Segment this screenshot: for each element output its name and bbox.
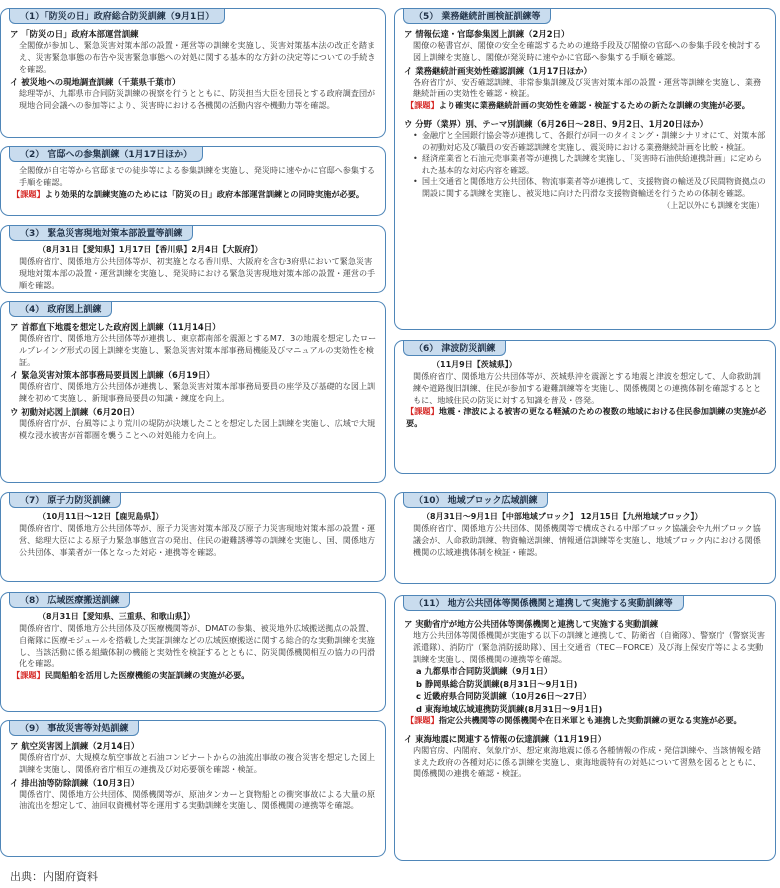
section-7-date: （10月11日～12日【鹿児島県】） bbox=[38, 512, 164, 521]
section-3-text: 関係府省庁、関係地方公共団体等が、初実施となる香川県、大阪府を含む3府県において緊急災害現地対策本部の設置・運営訓練を実施し、発災時における緊急災害現地対策本部の設置・運営の手順を確認。 bbox=[19, 256, 376, 290]
section-11-issue-text: 指定公共機関等の関係機関や在日米軍とも連携した実動訓練の更なる実施が必要。 bbox=[438, 715, 742, 726]
section-4-i-heading: イ 緊急災害対策本部事務局要員図上訓練（6月19日） bbox=[10, 370, 215, 381]
section-5-title: （5） 業務継続計画検証訓練等 bbox=[403, 8, 551, 24]
section-10-date: （8月31日～9月1日【中部地域ブロック】 12月15日【九州地域ブロック】） bbox=[422, 512, 703, 521]
section-8-issue bbox=[10, 670, 378, 682]
section-9-title: （9） 事故災害等対処訓練 bbox=[9, 720, 139, 736]
section-7-title: （7） 原子力防災訓練 bbox=[9, 492, 121, 508]
section-11-a-text: 地方公共団体等関係機関が実施する以下の訓練と連携して、防衛省（自衛隊）、警察庁（警察災害派遣隊）、消防庁（緊急消防援助隊）、国土交通省（TEC－FORCE）及び海上保安庁等による実動訓練を実施し、関係機関の連携等を確認。 bbox=[413, 630, 765, 664]
issue-tag: 【課題】 bbox=[406, 406, 439, 417]
section-6-issue-text: 地震・津波による被害の更なる軽減のための複数の地域における住民参加訓練の実施が必要。 bbox=[406, 406, 767, 429]
section-1-a-text: 全閣僚が参加し、緊急災害対策本部の設置・運営等の訓練を実施し、災害対策基本法の改正を踏まえ、災害緊急事態の布告や災害緊急事態への対処に関する基本的な方針の決定等についての手続きを確認。 bbox=[19, 40, 376, 74]
section-10-title: （10） 地域ブロック広域訓練 bbox=[403, 492, 548, 508]
section-11-box bbox=[394, 595, 776, 861]
section-9-a-heading: ア 航空災害図上訓練（2月14日） bbox=[10, 741, 140, 751]
section-8-issue-text: 民間船舶を活用した医療機能の実証訓練の実施が必要。 bbox=[44, 670, 250, 681]
section-11-item: b 静岡県総合防災訓練(8月31日～9月1日) bbox=[416, 678, 578, 689]
section-5-issue bbox=[404, 100, 768, 112]
section-4-a-text: 関係府省庁、関係地方公共団体等が連携し、東京都南部を震源とするM7．3の地震を想定したロールプレイング形式の図上訓練を実施し、緊急災害対策本部事務局機能及びマニュアルの実効性を検証。 bbox=[19, 333, 377, 367]
section-9-i-text: 関係省庁、関係地方公共団体、関係機関等が、原油タンカーと貨物船との衝突事故による大量の原油流出を想定して、油回収資機材等を運用する実動訓練を実施し、関係機関の連携等を確認。 bbox=[19, 788, 376, 811]
section-2-title: （2） 官邸への参集訓練（1月17日ほか） bbox=[9, 146, 203, 162]
section-5-issue-text: より確実に業務継続計画の実効性を確認・検証するための新たな訓練の実施が必要。 bbox=[438, 100, 750, 111]
section-5-a-heading: ア 情報伝達・官邸参集図上訓練（2月2日） bbox=[404, 29, 570, 39]
section-8-box bbox=[0, 592, 386, 712]
section-11-i-text: 内閣官房、内閣府、気象庁が、想定東海地震に係る各種情報の作成・発信訓練や、当該情報を踏まえた政府の各種対応に係る訓練を実施し、東海地震特有の対処について習熟を図るとともに、関係機関の連携を確認・検証。 bbox=[413, 744, 761, 779]
issue-tag: 【課題】 bbox=[406, 100, 439, 111]
section-5-bullet: • 経済産業省と石油元売事業者等が連携した訓練を実施し、「災害時石油供給連携計画」に定められた基本的な対応内容を確認。 bbox=[404, 153, 768, 176]
section-1-box bbox=[0, 8, 386, 138]
section-5-u-heading: ウ 分野（業界）別、テーマ別訓練（6月26日～28日、9月2日、1月20日ほか） bbox=[404, 118, 709, 129]
section-3-box bbox=[0, 225, 386, 293]
section-11-a-heading: ア 実動省庁が地方公共団体等関係機関と連携して実施する実動訓練 bbox=[404, 619, 659, 629]
section-3-date: （8月31日【愛知県】1月17日【香川県】2月4日【大阪府】） bbox=[38, 245, 263, 254]
section-1-i-text: 総理等が、九都県市合同防災訓練の視察を行うとともに、防災担当大臣を団長とする政府調査団が現地合同会議への参加等により、災害時における各機関の活動内容や機動力等を確認。 bbox=[19, 88, 376, 111]
section-5-a-text: 閣僚の秘書官が、閣僚の安全を確認するための連絡手段及び閣僚の官邸への参集手段を検討する図上訓練を実施し、閣僚が発災時に速やかに官邸へ参集する手順を確認。 bbox=[413, 40, 762, 62]
section-9-i-heading: イ 排出油等防除訓練（10月3日） bbox=[10, 777, 140, 788]
section-8-text: 関係府省庁、関係地方公共団体及び医療機関等が、DMATの参集、被災地外広域搬送拠点の設置、自衛隊に医療モジュールを搭載した実証訓練などの広域医療搬送に関する総合的な実動訓練を実施し、当該活動に係る組織体制の機能と実効性を検証するとともに、防災関係機関相互の協力の円滑化を確認。 bbox=[19, 623, 376, 669]
section-4-box bbox=[0, 301, 386, 483]
section-3-title: （3） 緊急災害現地対策本部設置等訓練 bbox=[9, 225, 193, 241]
section-5-i-text: 各府省庁が、安否確認訓練、非常参集訓練及び災害対策本部の設置・運営等訓練を実施し、業務継続計画の実効性を確認・検証。 bbox=[413, 76, 762, 99]
section-2-issue bbox=[10, 189, 378, 201]
section-5-note: （上記以外にも訓練を実施） bbox=[662, 200, 764, 210]
section-5-box bbox=[394, 8, 776, 330]
issue-tag: 【課題】 bbox=[12, 670, 45, 681]
section-6-issue bbox=[404, 406, 768, 430]
issue-tag: 【課題】 bbox=[406, 715, 439, 726]
section-8-title: （8） 広域医療搬送訓練 bbox=[9, 592, 130, 608]
section-4-u-heading: ウ 初動対応図上訓練（6月20日） bbox=[10, 406, 140, 417]
section-5-bullet: • 国土交通省と関係地方公共団体、物流事業者等が連携して、支援物資の輸送及び民間物資拠点の開設に関する訓練を実施し、被災地に向けた円滑な支援物資輸送を行うための体制を確認。 bbox=[404, 176, 768, 199]
section-5-bullet: • 金融庁と全国銀行協会等が連携して、各銀行が同一のタイミング・訓練シナリオにて、対策本部の初動対応及び職員の安否確認訓練を実施し、震災時における業務継続計画を比較・検証。 bbox=[404, 130, 768, 153]
section-1-a-heading: ア 「防災の日」政府本部運営訓練 bbox=[10, 29, 139, 39]
section-8-date: （8月31日【愛知県、三重県、和歌山県】） bbox=[38, 612, 195, 621]
section-7-text: 関係府省庁、関係地方公共団体等が、原子力災害対策本部及び原子力災害現地対策本部の設置・運営、総理大臣による原子力緊急事態宣言の発出、住民の避難誘導等の訓練を実施し、国、関係地方公共団体、事業者が一体となった対応・連携等を確認。 bbox=[19, 523, 376, 557]
section-7-box bbox=[0, 492, 386, 582]
section-4-title: （4） 政府図上訓練 bbox=[9, 301, 112, 317]
issue-tag: 【課題】 bbox=[12, 188, 45, 199]
section-6-date: （11月9日【茨城県】） bbox=[432, 360, 517, 369]
section-11-i-heading: イ 東海地震に関連する情報の伝達訓練（11月19日） bbox=[404, 733, 607, 744]
section-4-a-heading: ア 首都直下地震を想定した政府図上訓練（11月14日） bbox=[10, 322, 221, 332]
section-5-i-heading: イ 業務継続計画実効性確認訓練（1月17日ほか） bbox=[404, 65, 592, 76]
section-1-i-heading: イ 被災地への現地調査訓練（千葉県千葉市） bbox=[10, 77, 181, 88]
section-11-item: d 東海地域広域連携防災訓練(8月31日～9月1日) bbox=[416, 703, 603, 714]
section-11-issue bbox=[404, 715, 768, 727]
section-1-title: （1）「防災の日」政府総合防災訓練（9月1日） bbox=[9, 8, 225, 24]
section-4-i-text: 関係府省庁、関係地方公共団体が連携し、緊急災害対策本部事務局要員の座学及び基礎的な図上訓練を初めて実施し、新規事務局要員の知識・練度を向上。 bbox=[19, 381, 376, 404]
section-10-text: 関係府省庁、関係地方公共団体、関係機関等で構成される中部ブロック協議会や九州ブロック協議会が、人命救助訓練、物資輸送訓練、情報通信訓練等を実施し、地域ブロック内における関係機関の広域連携体制を検証・確認。 bbox=[413, 523, 761, 557]
section-2-box bbox=[0, 146, 386, 216]
source-caption: 出典：内閣府資料 bbox=[10, 870, 98, 883]
section-6-box bbox=[394, 340, 776, 474]
section-10-box bbox=[394, 492, 776, 584]
section-6-title: （6） 津波防災訓練 bbox=[403, 340, 506, 356]
section-11-item: a 九都県市合同防災訓練（9月1日） bbox=[416, 666, 553, 677]
section-4-u-text: 関係府省庁が、台風等により荒川の堤防が決壊したことを想定した図上訓練を実施し、広域で大規模な浸水被害が首都圏を襲うことへの対処能力を向上。 bbox=[19, 417, 376, 440]
section-6-text: 関係府省庁、関係地方公共団体等が、茨城県沖を震源とする地震と津波を想定して、人命救助訓練や道路復旧訓練、住民が参加する避難訓練等を実施し、関係機関との連携体制を確認するとともに、地域住民の防災に対する知識を普及・啓発。 bbox=[413, 371, 762, 405]
section-9-box bbox=[0, 720, 386, 857]
section-2-issue-text: より効果的な訓練実施のためには「防災の日」政府本部運営訓練との同時実施が必要。 bbox=[44, 188, 365, 199]
section-9-a-text: 関係府省庁が、大規模な航空事故と石油コンビナートからの油流出事故の複合災害を想定した図上訓練を実施し、関係府省庁相互の連携及び対応要領を確認・検証。 bbox=[19, 752, 376, 774]
section-11-title: （11） 地方公共団体等関係機関と連携して実施する実動訓練等 bbox=[403, 595, 684, 611]
section-2-text: 全閣僚が自宅等から官邸までの徒歩等による参集訓練を実施し、発災時に速やかに官邸へ参集する手順を確認。 bbox=[19, 165, 376, 187]
section-11-item: c 近畿府県合同防災訓練（10月26日～27日） bbox=[416, 691, 592, 702]
